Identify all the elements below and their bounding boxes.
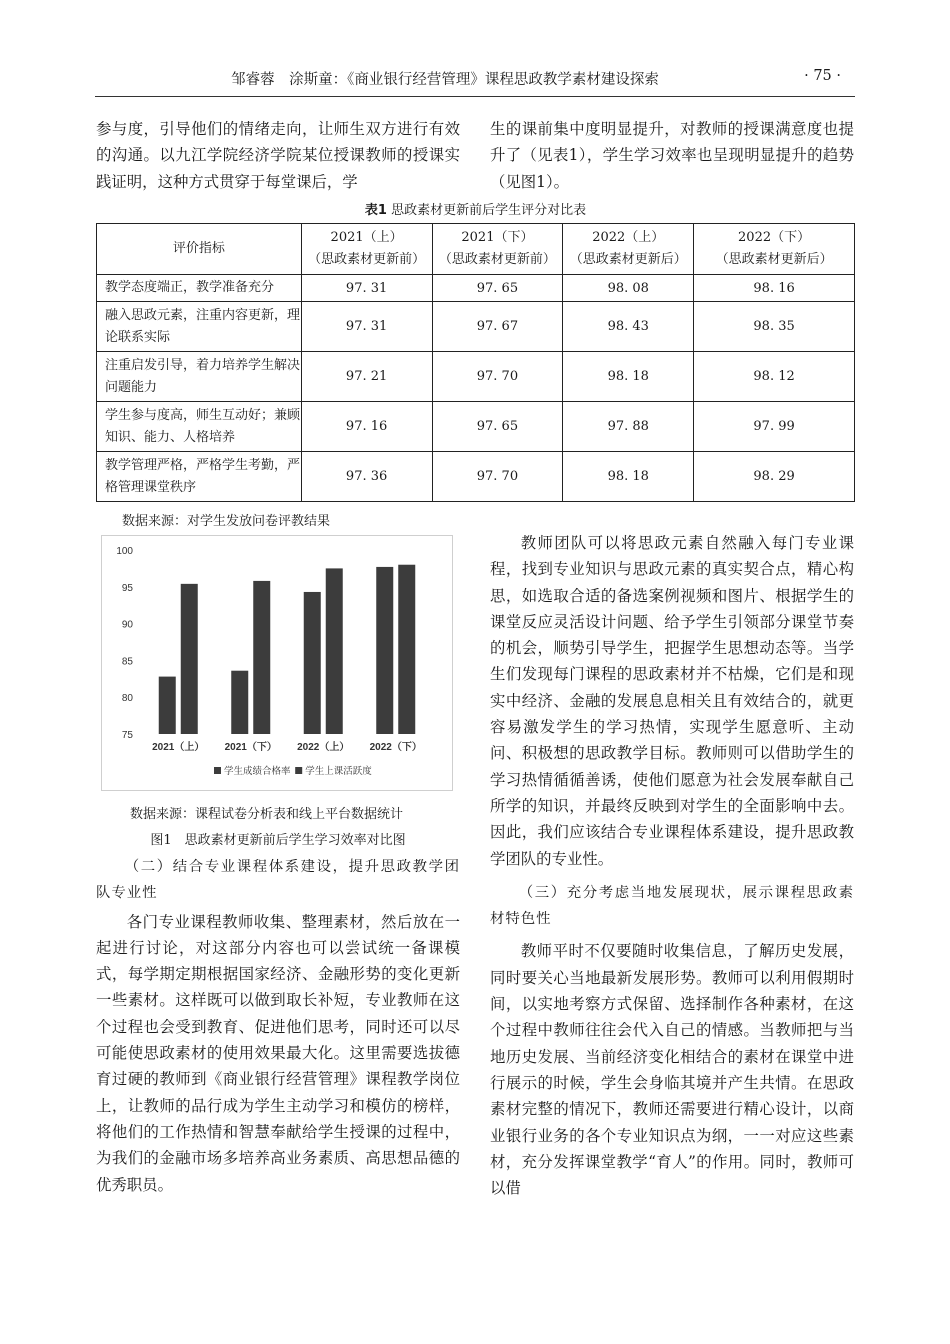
y-tick-label: 100 bbox=[116, 546, 133, 557]
bar bbox=[181, 584, 198, 734]
legend-label: 学生上课活跃度 bbox=[305, 766, 372, 777]
table-cell: 98. 18 bbox=[563, 352, 694, 402]
header-col-1: 2021（上） （思政素材更新前） bbox=[301, 224, 432, 275]
bar bbox=[159, 677, 176, 734]
table-cell: 98. 12 bbox=[694, 352, 855, 402]
table-cell: 98. 43 bbox=[563, 302, 694, 352]
legend-label: 学生成绩合格率 bbox=[224, 766, 291, 777]
y-tick-label: 85 bbox=[121, 656, 133, 668]
figure-source: 数据来源：课程试卷分析表和线上平台数据统计 bbox=[130, 807, 404, 822]
table-source: 数据来源：对学生发放问卷评教结果 bbox=[122, 514, 331, 529]
table-cell: 98. 35 bbox=[694, 302, 855, 352]
row-indicator: 教学态度端正，教学准备充分 bbox=[97, 275, 302, 302]
table-cell: 98. 16 bbox=[694, 275, 855, 302]
header-title: 邹睿蓉 涂斯童：《商业银行经营管理》课程思政教学素材建设探索 bbox=[231, 72, 659, 88]
table-cell: 98. 08 bbox=[563, 275, 694, 302]
bar bbox=[253, 581, 270, 734]
legend-swatch bbox=[295, 767, 302, 774]
left-section-paragraph: 各门专业课程教师收集、整理素材，然后放在一起进行讨论，对这部分内容也可以尝试统一备课模式，每学期定期根据国家经济、金融形势的变化更新一些素材。这样既可以做到取长补短，专业教师在这个过程也会受到教育、促进他们思考，同时还可以尽可能使思政素材的使用效果最大化。这里需要选拔德育过硬的教师到《商业银行经营管理》课程教学岗位上，让教师的品行成为学生主动学习和模仿的榜样，将他们的工作热情和智慧奉献给学生授课的过程中，为我们的金融市场多培养高业务素质、高思想品德的优秀职员。 bbox=[96, 912, 460, 1194]
bar bbox=[326, 568, 343, 734]
y-tick-label: 90 bbox=[121, 619, 133, 631]
table-cell: 97. 99 bbox=[694, 402, 855, 452]
table-cell: 97. 70 bbox=[432, 452, 563, 502]
section-heading-2: （二）结合专业课程体系建设，提升思政教学团队专业性 bbox=[96, 859, 460, 902]
y-tick-label: 80 bbox=[121, 693, 133, 705]
table-caption-text: 思政素材更新前后学生评分对比表 bbox=[391, 203, 587, 218]
table-cell: 97. 67 bbox=[432, 302, 563, 352]
row-indicator: 学生参与度高，师生互动好；兼顾知识、能力、人格培养 bbox=[97, 402, 302, 452]
running-header bbox=[95, 66, 855, 97]
table-cell: 97. 88 bbox=[563, 402, 694, 452]
right-body-paragraph: 教师团队可以将思政元素自然融入每门专业课程，找到专业知识与思政元素的真实契合点，精心构思，如选取合适的备选案例视频和图片、根据学生的课堂反应灵活设计问题、给予学生引领部分课堂节奏的机会，顺势引导学生，把握学生思想动态等。当学生们发现每门课程的思政素材并不枯燥，它们是和现实中经济、金融的发展息息相关且有效结合的，就更容易激发学生的学习热情，实现学生愿意听、主动问、积极想的思政教学目标。教师则可以借助学生的学习热情循循善诱，使他们愿意为社会发展奉献自己所学的知识，并最终反映到对学生的全面影响中去。因此，我们应该结合专业课程体系建设，提升思政教学团队的专业性。 bbox=[490, 534, 854, 868]
table-cell: 97. 65 bbox=[432, 402, 563, 452]
y-tick-label: 95 bbox=[121, 582, 133, 594]
table-cell: 97. 21 bbox=[301, 352, 432, 402]
right-top-paragraph: 生的课前集中度明显提升，对教师的授课满意度也提升了（见表1），学生学习效率也呈现明显提升的趋势（见图1）。 bbox=[490, 120, 854, 191]
table-row bbox=[97, 352, 855, 402]
y-tick-label: 75 bbox=[121, 730, 133, 741]
right-top-text-block bbox=[490, 116, 854, 195]
score-comparison-table bbox=[96, 223, 855, 502]
table-cell: 97. 70 bbox=[432, 352, 563, 402]
bar bbox=[304, 592, 321, 734]
bar bbox=[398, 565, 415, 734]
legend-swatch bbox=[214, 767, 221, 774]
table-cell: 97. 36 bbox=[301, 452, 432, 502]
table-row bbox=[97, 302, 855, 352]
row-indicator: 融入思政元素，注重内容更新，理论联系实际 bbox=[97, 302, 302, 352]
bar bbox=[376, 567, 393, 734]
efficiency-chart bbox=[101, 535, 453, 791]
x-tick-label: 2021（下） bbox=[224, 742, 277, 753]
table-row bbox=[97, 402, 855, 452]
table-cell: 98. 18 bbox=[563, 452, 694, 502]
table-caption bbox=[96, 199, 855, 218]
figure-caption: 图1 思政素材更新前后学生学习效率对比图 bbox=[150, 833, 406, 848]
bar bbox=[231, 671, 248, 734]
table-cell: 97. 31 bbox=[301, 302, 432, 352]
left-top-text-block bbox=[96, 116, 460, 195]
table-cell: 98. 29 bbox=[694, 452, 855, 502]
header-col-4: 2022（下） （思政素材更新后） bbox=[694, 224, 855, 275]
table-cell: 97. 16 bbox=[301, 402, 432, 452]
x-tick-label: 2022（下） bbox=[369, 742, 422, 753]
header-indicator: 评价指标 bbox=[97, 224, 302, 275]
table-row bbox=[97, 275, 855, 302]
right-section-paragraph: 教师平时不仅要随时收集信息，了解历史发展，同时要关心当地最新发展形势。教师可以利用假期时间，以实地考察方式保留、选择制作各种素材，在这个过程中教师往往会代入自己的情感。当教师把与当地历史发展、当前经济变化相结合的素材在课堂中进行展示的时候，学生会身临其境并产生共情。在思政素材完整的情况下，教师还需要进行精心设计，以商业银行业务的各个专业知识点为纲，一一对应这些素材，充分发挥课堂教学“育人”的作用。同时，教师可以借 bbox=[490, 942, 854, 1198]
row-indicator: 教学管理严格，严格学生考勤，严格管理课堂秩序 bbox=[97, 452, 302, 502]
chart-svg bbox=[102, 536, 452, 790]
header-col-2: 2021（下） （思政素材更新前） bbox=[432, 224, 563, 275]
x-tick-label: 2021（上） bbox=[152, 742, 205, 753]
left-section-block bbox=[96, 854, 460, 1198]
table-cell: 97. 65 bbox=[432, 275, 563, 302]
header-col-3: 2022（上） （思政素材更新后） bbox=[563, 224, 694, 275]
section-heading-3: （三）充分考虑当地发展现状，展示课程思政素材特色性 bbox=[490, 884, 854, 928]
table-header-row bbox=[97, 224, 855, 275]
page-number: · 75 · bbox=[804, 68, 841, 84]
left-top-paragraph: 参与度，引导他们的情绪走向，让师生双方进行有效的沟通。以九江学院经济学院某位授课教师的授课实践证明，这种方式贯穿于每堂课后，学 bbox=[96, 120, 460, 191]
table-cell: 97. 31 bbox=[301, 275, 432, 302]
table-caption-label: 表1 bbox=[364, 203, 387, 218]
row-indicator: 注重启发引导，着力培养学生解决问题能力 bbox=[97, 352, 302, 402]
table-row bbox=[97, 452, 855, 502]
right-body-block bbox=[490, 530, 854, 1201]
x-tick-label: 2022（上） bbox=[297, 742, 350, 753]
